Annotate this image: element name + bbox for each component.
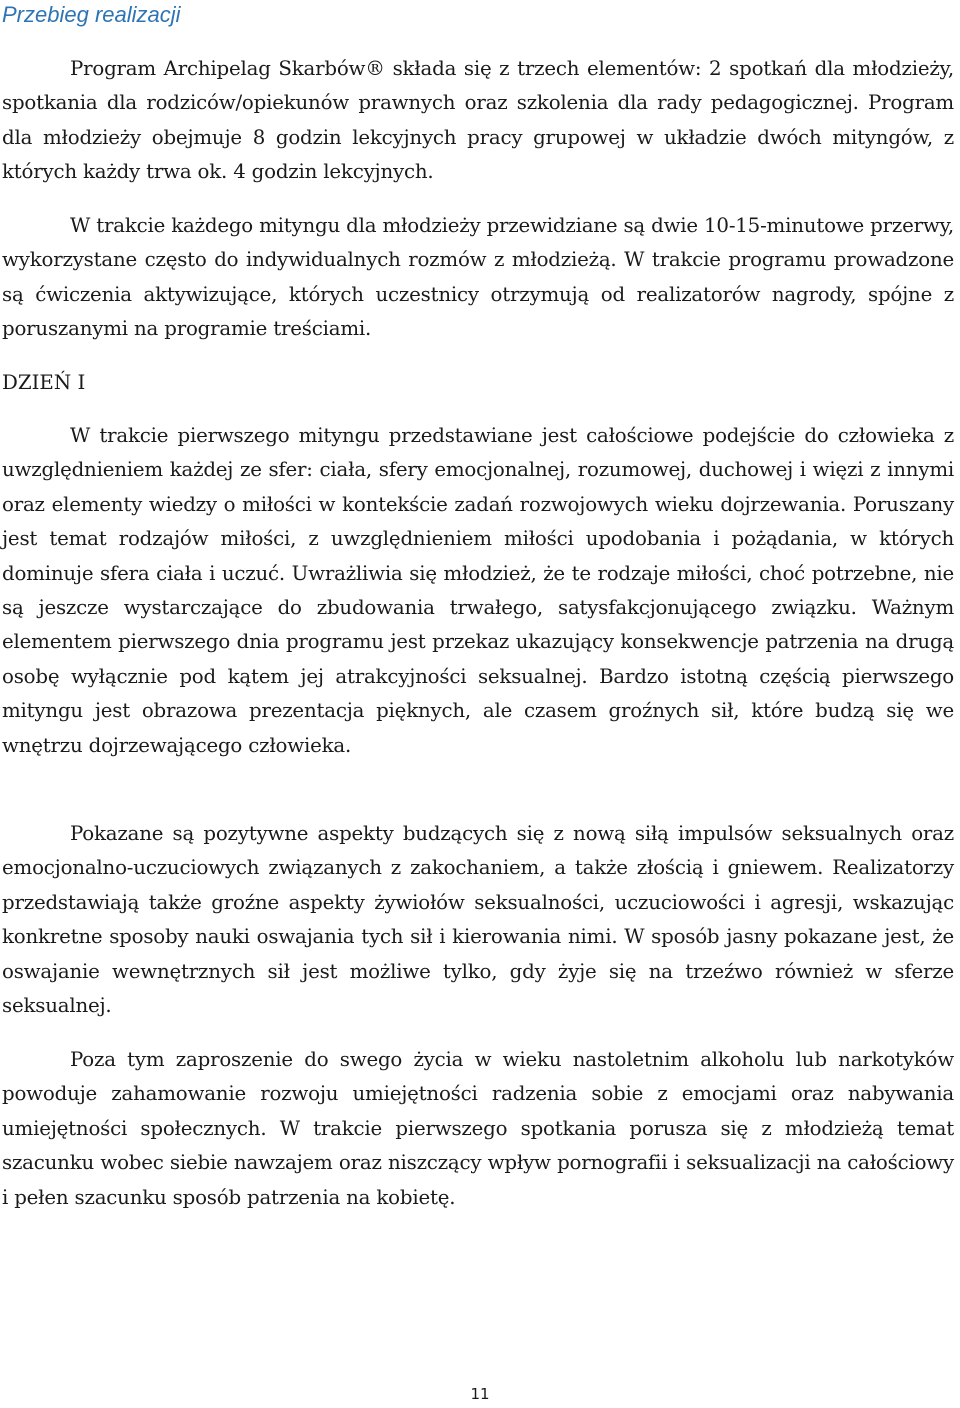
paragraph-positive-aspects: Pokazane są pozytywne aspekty budzących się z nową siłą impulsów seksualnych oraz emocjonalno-uczuciowych związanych z zakochaniem, a także złością i gniewem. Realizatorzy przedstawiają także groźne aspekty żywiołów seksualności, uczuciowości i agresji, wskazując konkretne sposoby nauki oswajania tych sił i kierowania nimi. W sposób jasny pokazane jest, że oswajanie wewnętrznych sił jest możliwe tylko, gdy żyje się na trzeźwo również w sferze seksualnej.: [2, 822, 954, 1018]
section-title: Przebieg realizacji: [2, 2, 181, 27]
page-number: 11: [470, 1385, 490, 1403]
paragraph-first-meeting: W trakcie pierwszego mityngu przedstawiane jest całościowe podejście do człowieka z uwzględnieniem każdej ze sfer: ciała, sfery emocjonalnej, rozumowej, duchowej i więzi z innymi oraz elementy wiedzy o miłości w kontekście zadań rozwojowych wieku dojrzewania. Poruszany jest temat rodzajów miłości, z uwzględnieniem miłości upodobania i pożądania, w których dominuje sfera ciała i uczuć. Uwrażliwia się młodzież, że te rodzaje miłości, choć potrzebne, nie są jeszcze wystarczające do zbudowania trwałego, satysfakcjonującego związku. Ważnym elementem pierwszego dnia programu jest przekaz ukazujący konsekwencje patrzenia na drugą osobę wyłącznie pod kątem jej atrakcyjności seksualnej. Bardzo istotną częścią pierwszego mityngu jest obrazowa prezentacja pięknych, ale czasem groźnych sił, które budzą się we wnętrzu dojrzewającego człowieka.: [2, 424, 954, 757]
paragraph-program-overview: Program Archipelag Skarbów® składa się z trzech elementów: 2 spotkań dla młodzieży, spotkania dla rodziców/opiekunów prawnych oraz szkolenia dla rady pedagogicznej. Program dla młodzieży obejmuje 8 godzin lekcyjnych pracy grupowej w układzie dwóch mityngów, z których każdy trwa ok. 4 godzin lekcyjnych.: [2, 57, 954, 184]
day-heading: DZIEŃ I: [2, 371, 86, 394]
paragraph-breaks-and-exercises: W trakcie każdego mityngu dla młodzieży przewidziane są dwie 10-15-minutowe przerwy, wykorzystane często do indywidualnych rozmów z młodzieżą. W trakcie programu prowadzone są ćwiczenia aktywizujące, których uczestnicy otrzymują od realizatorów nagrody, spójne z poruszanymi na programie treściami.: [2, 214, 954, 341]
paragraph-alcohol-drugs: Poza tym zaproszenie do swego życia w wieku nastoletnim alkoholu lub narkotyków powoduje zahamowanie rozwoju umiejętności radzenia sobie z emocjami oraz nabywania umiejętności społecznych. W trakcie pierwszego spotkania porusza się z młodzieżą temat szacunku wobec siebie nawzajem oraz niszczący wpływ pornografii i seksualizacji na całościowy i pełen szacunku sposób patrzenia na kobietę.: [2, 1048, 954, 1209]
